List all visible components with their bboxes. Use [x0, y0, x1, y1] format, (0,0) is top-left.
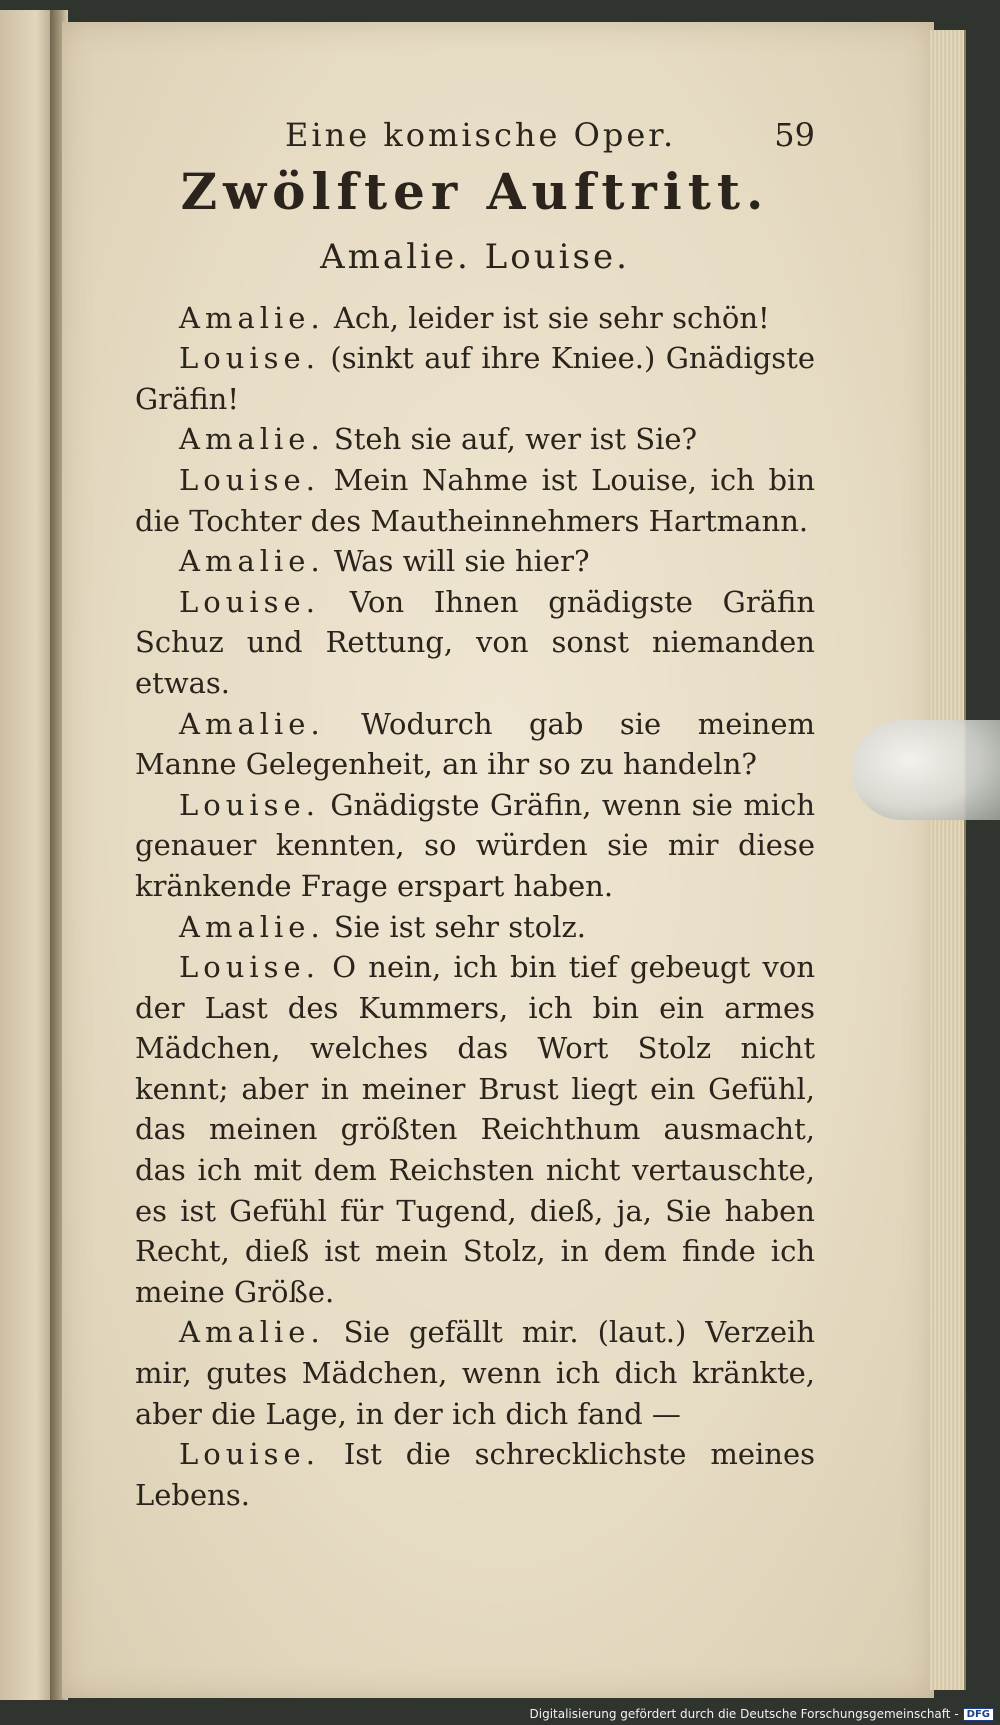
- speaker-name: Louise.: [179, 950, 320, 985]
- dialogue-line: [135, 1434, 815, 1515]
- speech-text: Was will sie hier?: [333, 544, 590, 579]
- clip-tab: [852, 720, 1000, 820]
- dialogue-line: [135, 541, 815, 582]
- scene-title: Zwölfter Auftritt.: [180, 162, 770, 221]
- speech-text: Mein Nahme ist Louise, ich bin die Tochter des Mautheinnehmers Hartmann.: [135, 462, 816, 538]
- dfg-logo: DFG: [963, 1708, 994, 1721]
- speech-text: Sie gefällt mir. (laut.) Verzeih mir, gutes Mädchen, wenn ich dich kränkte, aber die Lage, in der ich dich fand —: [135, 1315, 815, 1431]
- speaker-name: Louise.: [179, 462, 320, 497]
- dialogue-line: [135, 704, 815, 785]
- speech-text: Steh sie auf, wer ist Sie?: [333, 422, 698, 457]
- characters-line: Amalie. Louise.: [320, 237, 630, 277]
- dialogue-line: [135, 582, 815, 704]
- page-header: [135, 105, 815, 155]
- dialogue-line: [135, 460, 815, 541]
- dialogue-line: [135, 907, 815, 948]
- speaker-name: Amalie.: [179, 706, 325, 741]
- speech-text: Wodurch gab sie meinem Manne Gelegenheit, an ihr so zu handeln?: [135, 706, 815, 782]
- previous-page-edge: [0, 10, 54, 1700]
- speaker-name: Amalie.: [179, 909, 325, 944]
- speaker-name: Louise.: [179, 1437, 320, 1472]
- speech-text: (sinkt auf ihre Kniee.) Gnädigste Gräfin!: [135, 341, 816, 416]
- speech-text: Ach, leider ist sie sehr schön!: [333, 300, 770, 335]
- speaker-name: Amalie.: [179, 300, 325, 335]
- page-stack-edge: [930, 30, 966, 1690]
- dialogue-line: [135, 338, 815, 419]
- dialogue-line: [135, 785, 815, 907]
- page-text: [135, 105, 815, 1515]
- speaker-name: Amalie.: [179, 1315, 325, 1350]
- running-title: Eine komische Oper.: [285, 116, 677, 154]
- speaker-name: Louise.: [179, 584, 320, 619]
- speaker-name: Louise.: [179, 787, 320, 822]
- dialogue-line: [135, 419, 815, 460]
- dialogue-line: [135, 1312, 815, 1434]
- speaker-name: Amalie.: [179, 422, 325, 457]
- speech-text: Ist die schrecklichste meines Lebens.: [135, 1437, 815, 1512]
- digitization-credit: [530, 1707, 995, 1721]
- speech-text: Sie ist sehr stolz.: [333, 909, 587, 944]
- credit-text: Digitalisierung gefördert durch die Deutsche Forschungsgemeinschaft -: [529, 1707, 959, 1721]
- speech-text: Gnädigste Gräfin, wenn sie mich genauer kennten, so würden sie mir diese kränkende Frage erspart haben.: [135, 787, 816, 903]
- speaker-name: Louise.: [179, 341, 320, 376]
- dialogue-line: [135, 947, 815, 1312]
- page-number: 59: [774, 116, 815, 154]
- speech-text: O nein, ich bin tief gebeugt von der Last des Kummers, ich bin ein armes Mädchen, welches das Wort Stolz nicht kennt; aber in meiner Brust liegt ein Gefühl, das meinen größten Reichthum ausmacht, das ich mit dem Reichsten nicht vertauschte, es ist Gefühl für Tugend, dieß, ja, Sie haben Recht, dieß ist mein Stolz, in dem finde ich meine Größe.: [135, 950, 816, 1309]
- dialogue-line: [135, 298, 815, 339]
- speech-text: Von Ihnen gnädigste Gräfin Schuz und Rettung, von sonst niemanden etwas.: [135, 584, 816, 700]
- speaker-name: Amalie.: [179, 544, 325, 579]
